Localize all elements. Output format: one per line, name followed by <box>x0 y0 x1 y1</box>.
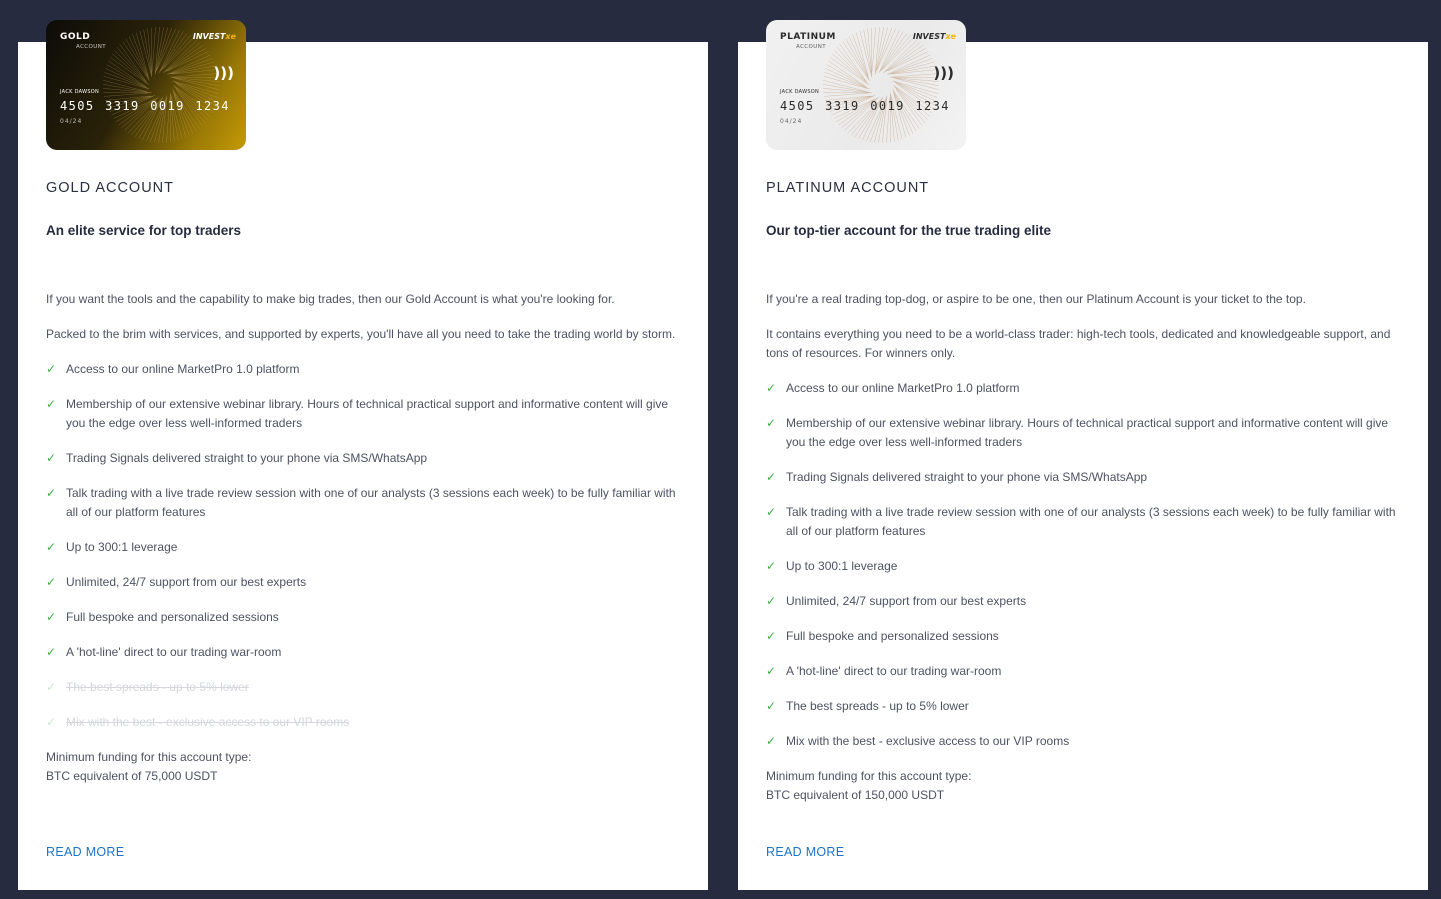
feature-list <box>46 360 686 732</box>
card-number: 4505 3319 0019 1234 <box>780 99 950 113</box>
feature-item <box>46 608 686 627</box>
check-icon: ✓ <box>46 397 57 411</box>
check-icon: ✓ <box>46 451 57 465</box>
intro-paragraph: If you want the tools and the capability to make big trades, then our Gold Account is what you're looking for. <box>46 292 615 306</box>
funding-info <box>46 748 686 786</box>
feature-text: Mix with the best - exclusive access to our VIP rooms <box>66 715 350 729</box>
feature-text: Trading Signals delivered straight to your phone via SMS/WhatsApp <box>786 470 1148 484</box>
feature-item <box>766 379 1406 398</box>
account-title: PLATINUM ACCOUNT <box>766 180 930 196</box>
feature-text: Mix with the best - exclusive access to our VIP rooms <box>786 734 1070 748</box>
card-swirl-pattern <box>101 25 221 145</box>
intro-paragraph: If you're a real trading top-dog, or aspire to be one, then our Platinum Account is your ticket to the top. <box>766 292 1306 306</box>
feature-item <box>46 360 686 379</box>
check-icon: ✓ <box>766 559 777 573</box>
feature-list <box>766 379 1406 751</box>
check-icon: ✓ <box>46 715 57 729</box>
platinum-account-panel <box>738 32 1428 890</box>
account-body <box>766 290 1406 821</box>
feature-text: Membership of our extensive webinar library. Hours of technical practical support and informative content will give you the edge over less well-informed traders <box>66 397 669 430</box>
feature-text: The best spreads - up to 5% lower <box>786 699 969 713</box>
check-icon: ✓ <box>46 610 57 624</box>
feature-item <box>766 592 1406 611</box>
feature-item <box>46 395 686 433</box>
check-icon: ✓ <box>46 645 57 659</box>
check-icon: ✓ <box>766 381 777 395</box>
feature-text: Talk trading with a live trade review session with one of our analysts (3 sessions each week) to be fully familiar with all of our platform features <box>786 505 1396 538</box>
feature-item <box>766 557 1406 576</box>
feature-item <box>46 538 686 557</box>
feature-text: Access to our online MarketPro 1.0 platform <box>66 362 300 376</box>
feature-text: The best spreads - up to 5% lower <box>66 680 249 694</box>
card-holder: JACK DAWSON <box>780 89 820 95</box>
card-holder: JACK DAWSON <box>60 89 100 95</box>
check-icon: ✓ <box>46 362 57 376</box>
card-tier: PLATINUM <box>780 32 836 42</box>
card-tier-sub: ACCOUNT <box>796 44 826 50</box>
account-subtitle: Our top-tier account for the true trading elite <box>766 223 1052 238</box>
check-icon: ✓ <box>766 734 777 748</box>
feature-item <box>766 662 1406 681</box>
feature-item <box>46 484 686 522</box>
feature-item <box>766 468 1406 487</box>
check-icon: ✓ <box>766 664 777 678</box>
check-icon: ✓ <box>766 416 777 430</box>
account-subtitle: An elite service for top traders <box>46 223 242 238</box>
card-tier: GOLD <box>60 32 91 42</box>
card-expiry: 04/24 <box>60 118 83 125</box>
read-more-link[interactable]: READ MORE <box>766 845 845 859</box>
account-title: GOLD ACCOUNT <box>46 180 175 196</box>
feature-item <box>46 449 686 468</box>
contactless-icon: ))) <box>933 64 954 82</box>
feature-text: Talk trading with a live trade review session with one of our analysts (3 sessions each week) to be fully familiar with all of our platform features <box>66 486 676 519</box>
feature-item <box>766 697 1406 716</box>
feature-text: A 'hot-line' direct to our trading war-room <box>66 645 282 659</box>
check-icon: ✓ <box>46 680 57 694</box>
feature-text: A 'hot-line' direct to our trading war-room <box>786 664 1002 678</box>
funding-info <box>766 767 1406 805</box>
gold-account-panel <box>18 32 708 890</box>
funding-label: Minimum funding for this account type: <box>766 769 972 783</box>
feature-item <box>766 414 1406 452</box>
card-tier-sub: ACCOUNT <box>76 44 106 50</box>
feature-item <box>46 678 686 697</box>
feature-text: Up to 300:1 leverage <box>786 559 898 573</box>
read-more-link[interactable]: READ MORE <box>46 845 125 859</box>
feature-text: Membership of our extensive webinar library. Hours of technical practical support and informative content will give you the edge over less well-informed traders <box>786 416 1389 449</box>
account-body <box>46 290 686 802</box>
funding-label: Minimum funding for this account type: <box>46 750 252 764</box>
platinum-card-image <box>766 20 966 150</box>
feature-text: Full bespoke and personalized sessions <box>786 629 999 643</box>
feature-item <box>766 627 1406 646</box>
check-icon: ✓ <box>46 540 57 554</box>
feature-text: Access to our online MarketPro 1.0 platform <box>786 381 1020 395</box>
feature-text: Trading Signals delivered straight to your phone via SMS/WhatsApp <box>66 451 428 465</box>
check-icon: ✓ <box>766 470 777 484</box>
card-swirl-pattern <box>821 25 941 145</box>
intro-paragraph: It contains everything you need to be a world-class trader: high-tech tools, dedicated and knowledgeable support, and tons of resources. For winners only. <box>766 327 1391 360</box>
check-icon: ✓ <box>46 575 57 589</box>
feature-text: Full bespoke and personalized sessions <box>66 610 279 624</box>
funding-value: BTC equivalent of 150,000 USDT <box>766 788 945 802</box>
card-number: 4505 3319 0019 1234 <box>60 99 230 113</box>
intro-paragraph: Packed to the brim with services, and supported by experts, you'll have all you need to take the trading world by storm. <box>46 327 676 341</box>
feature-text: Unlimited, 24/7 support from our best experts <box>786 594 1027 608</box>
card-brand-logo: INVESTxe <box>192 32 236 41</box>
card-brand-logo: INVESTxe <box>912 32 956 41</box>
feature-item <box>46 573 686 592</box>
check-icon: ✓ <box>766 594 777 608</box>
contactless-icon: ))) <box>213 64 234 82</box>
funding-value: BTC equivalent of 75,000 USDT <box>46 769 218 783</box>
feature-item <box>46 713 686 732</box>
check-icon: ✓ <box>766 629 777 643</box>
feature-item <box>766 732 1406 751</box>
gold-card-image <box>46 20 246 150</box>
feature-item <box>766 503 1406 541</box>
feature-item <box>46 643 686 662</box>
feature-text: Up to 300:1 leverage <box>66 540 178 554</box>
check-icon: ✓ <box>766 505 777 519</box>
check-icon: ✓ <box>46 486 57 500</box>
check-icon: ✓ <box>766 699 777 713</box>
card-expiry: 04/24 <box>780 118 803 125</box>
feature-text: Unlimited, 24/7 support from our best experts <box>66 575 307 589</box>
